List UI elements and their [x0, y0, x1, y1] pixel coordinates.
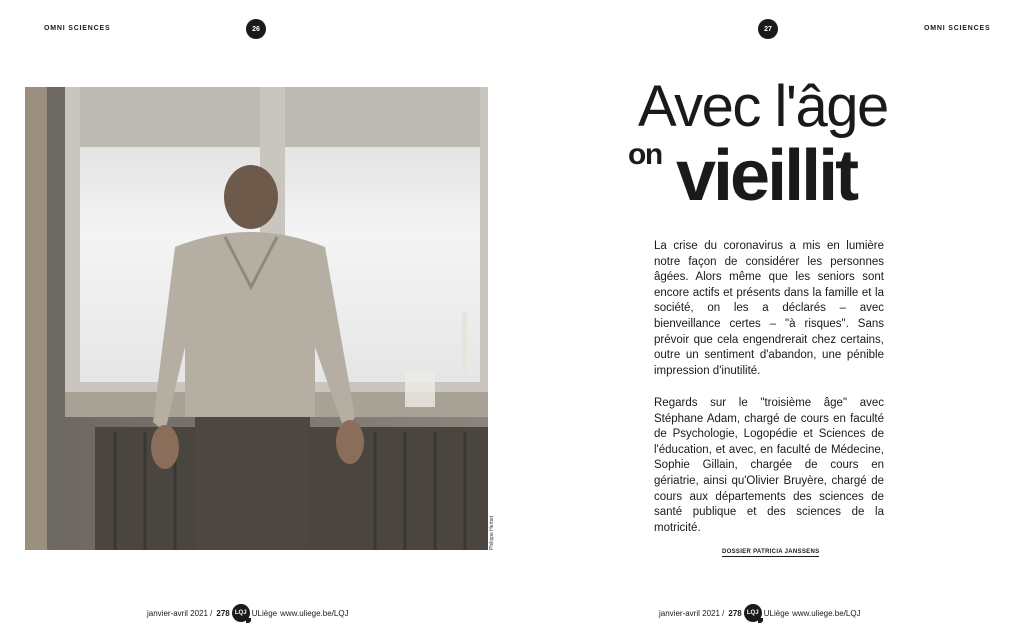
footer-url[interactable]: www.uliege.be/LQJ [280, 608, 349, 618]
byline: DOSSIER PATRICIA JANSSENS [722, 549, 820, 555]
footer-issue-number: 278 [728, 608, 742, 618]
section-label-right: OMNI SCIENCES [924, 25, 991, 32]
footer-university: ULiège [763, 608, 790, 618]
section-label-left: OMNI SCIENCES [44, 25, 111, 32]
title-line-1: Avec l'âge [638, 74, 888, 139]
title-on: on [628, 138, 662, 171]
intro-paragraph-1: La crise du coronavirus a mis en lumière notre façon de considérer les personnes âgées. Alors même que les seniors sont encore actifs et présents dans la famille et la société, on les a déclarés – avec bienveillance certes – "à risques". Sans prévoir que cela engendrerait chez certains, outre un sentiment d'abandon, une pénible impression d'inutilité. [654, 240, 884, 377]
photo-credit-text: Philippe Herbet [489, 515, 495, 550]
footer-issue-date: janvier-avril 2021 / [147, 608, 213, 618]
photo-credit [489, 510, 497, 550]
cover-photo [25, 87, 488, 550]
footer-left [147, 604, 349, 622]
page-number-left: 26 [246, 19, 266, 39]
footer-issue-number: 278 [216, 608, 230, 618]
page-number-right: 27 [758, 19, 778, 39]
footer-right [659, 604, 861, 622]
title-line-2: vieillit [676, 136, 857, 216]
lqj-logo: LQJ [232, 604, 250, 622]
footer-url[interactable]: www.uliege.be/LQJ [792, 608, 861, 618]
lqj-logo: LQJ [744, 604, 762, 622]
footer-issue-date: janvier-avril 2021 / [659, 608, 725, 618]
footer-university: ULiège [251, 608, 278, 618]
intro-paragraph-2: Regards sur le "troisième âge" avec Stéphane Adam, chargé de cours en faculté de Psychologie, Logopédie et Sciences de l'éducation, et avec, en faculté de Médecine, Sophie Gillain, chargée de cours en gériatrie, ainsi qu'Olivier Bruyère, chargé de cours aux départements des sciences de santé publique et des sciences de la motricité. [654, 397, 884, 534]
